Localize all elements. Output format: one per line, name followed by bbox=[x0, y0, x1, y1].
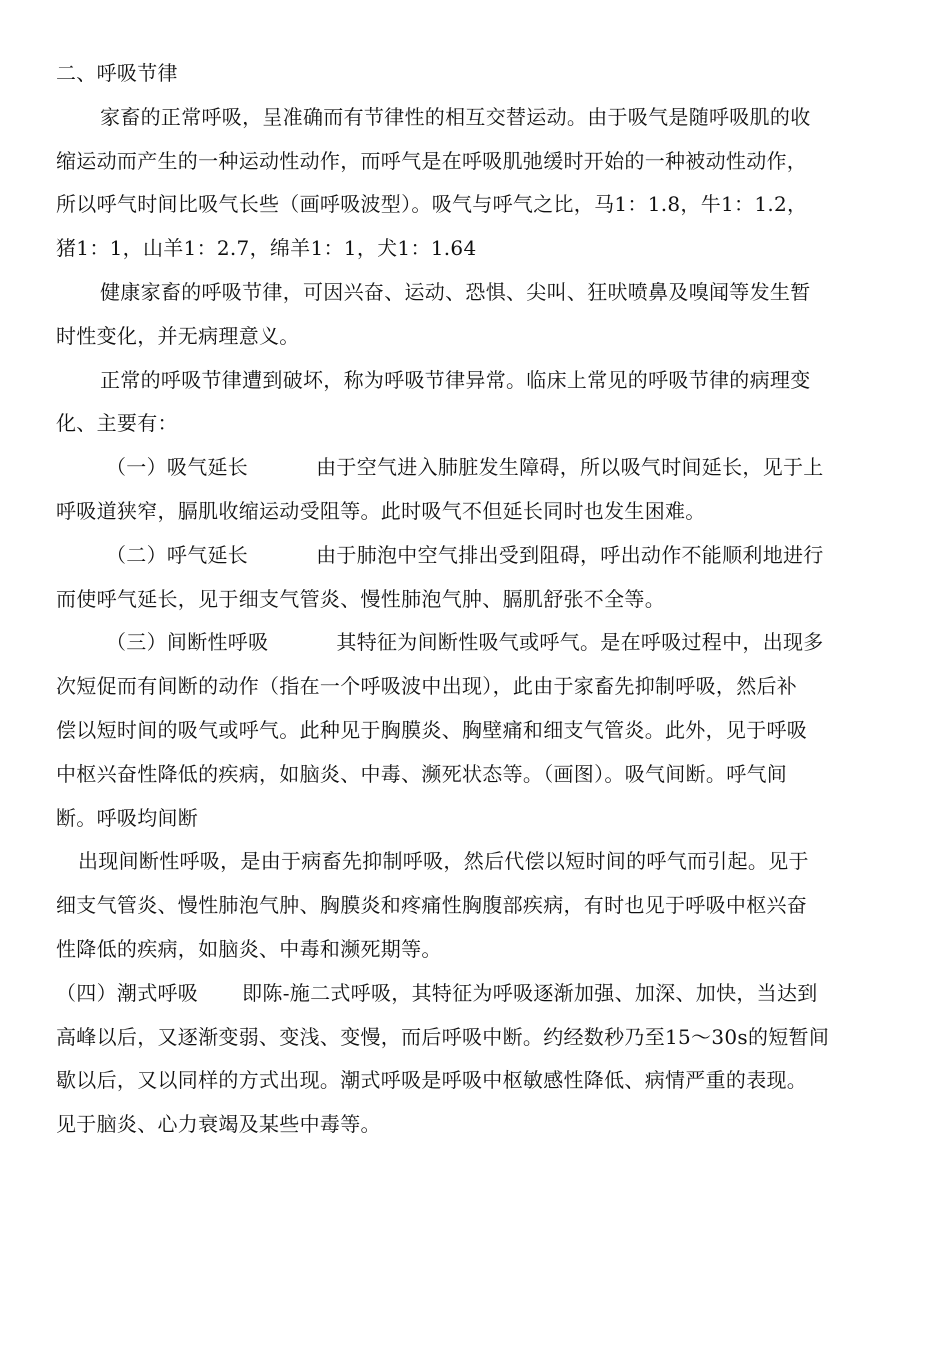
paragraph-line: 健康家畜的呼吸节律，可因兴奋、运动、恐惧、尖叫、狂吠喷鼻及嗅闻等发生暂 bbox=[100, 279, 811, 304]
paragraph-line: 家畜的正常呼吸，呈准确而有节律性的相互交替运动。由于吸气是随呼吸肌的收 bbox=[100, 104, 811, 129]
paragraph-line: 所以呼气时间比吸气长些（画呼吸波型）。吸气与呼气之比，马1：1.8，牛1：1.2， bbox=[56, 192, 808, 217]
paragraph-line: 而使呼气延长，见于细支气管炎、慢性肺泡气肿、膈肌舒张不全等。 bbox=[56, 586, 665, 611]
paragraph-line: 偿以短时间的吸气或呼气。此种见于胸膜炎、胸壁痛和细支气管炎。此外，见于呼吸 bbox=[56, 717, 808, 742]
item-text: 其特征为间断性吸气或呼气。是在呼吸过程中，出现多 bbox=[336, 630, 824, 655]
paragraph-abnormal-rhythm bbox=[56, 359, 898, 447]
paragraph-line: 时性变化，并无病理意义。 bbox=[56, 323, 300, 348]
item-text: 由于肺泡中空气排出受到阻碍，呼出动作不能顺利地进行 bbox=[316, 542, 824, 567]
paragraph-intermittent-cause bbox=[56, 840, 898, 971]
paragraph-line: 性降低的疾病，如脑炎、中毒和濒死期等。 bbox=[56, 936, 442, 961]
paragraph-line: 呼吸道狭窄，膈肌收缩运动受阻等。此时吸气不但延长同时也发生困难。 bbox=[56, 498, 706, 523]
item-title: （四）潮式呼吸 bbox=[56, 980, 199, 1005]
paragraph-line: 中枢兴奋性降低的疾病，如脑炎、中毒、濒死状态等。（画图）。吸气间断。呼气间 bbox=[56, 761, 788, 786]
paragraph-line: 次短促而有间断的动作（指在一个呼吸波中出现），此由于家畜先抑制呼吸，然后补 bbox=[56, 674, 798, 699]
paragraph-line: 高峰以后，又逐渐变弱、变浅、变慢，而后呼吸中断。约经数秒乃至15～30s的短暂间 bbox=[56, 1024, 830, 1049]
paragraph-line: 猪1：1，山羊1：2.7，绵羊1：1，犬1：1.64 bbox=[56, 236, 477, 261]
paragraph-line: 歇以后，又以同样的方式出现。潮式呼吸是呼吸中枢敏感性降低、病情严重的表现。 bbox=[56, 1068, 808, 1093]
item-expiration-prolonged bbox=[56, 534, 898, 622]
item-title: （三）间断性呼吸 bbox=[106, 630, 269, 655]
item-inspiration-prolonged bbox=[56, 446, 898, 534]
paragraph-line: 缩运动而产生的一种运动性动作，而呼气是在呼吸肌弛缓时开始的一种被动性动作， bbox=[56, 148, 808, 173]
paragraph-line: 断。呼吸均间断 bbox=[56, 805, 199, 830]
paragraph-healthy-rhythm bbox=[56, 271, 898, 359]
paragraph-line: 正常的呼吸节律遭到破坏，称为呼吸节律异常。临床上常见的呼吸节律的病理变 bbox=[100, 367, 811, 392]
item-cheyne-stokes bbox=[56, 972, 898, 1147]
item-title: （二）呼气延长 bbox=[106, 542, 249, 567]
item-text: 由于空气进入肺脏发生障碍，所以吸气时间延长，见于上 bbox=[316, 455, 824, 480]
item-text: 即陈-施二式呼吸，其特征为呼吸逐渐加强、加深、加快，当达到 bbox=[242, 980, 818, 1005]
paragraph-line: 化、主要有： bbox=[56, 411, 178, 436]
item-title: （一）吸气延长 bbox=[106, 455, 249, 480]
paragraph-normal-breathing bbox=[56, 96, 898, 271]
section-heading: 二、呼吸节律 bbox=[56, 61, 178, 85]
item-intermittent-breathing bbox=[56, 621, 898, 840]
paragraph-line: 细支气管炎、慢性肺泡气肿、胸膜炎和疼痛性胸腹部疾病，有时也见于呼吸中枢兴奋 bbox=[56, 893, 808, 918]
paragraph-line: 出现间断性呼吸，是由于病畜先抑制呼吸，然后代偿以短时间的呼气而引起。见于 bbox=[78, 849, 809, 874]
document-page bbox=[56, 52, 898, 1147]
paragraph-line: 见于脑炎、心力衰竭及某些中毒等。 bbox=[56, 1112, 381, 1137]
